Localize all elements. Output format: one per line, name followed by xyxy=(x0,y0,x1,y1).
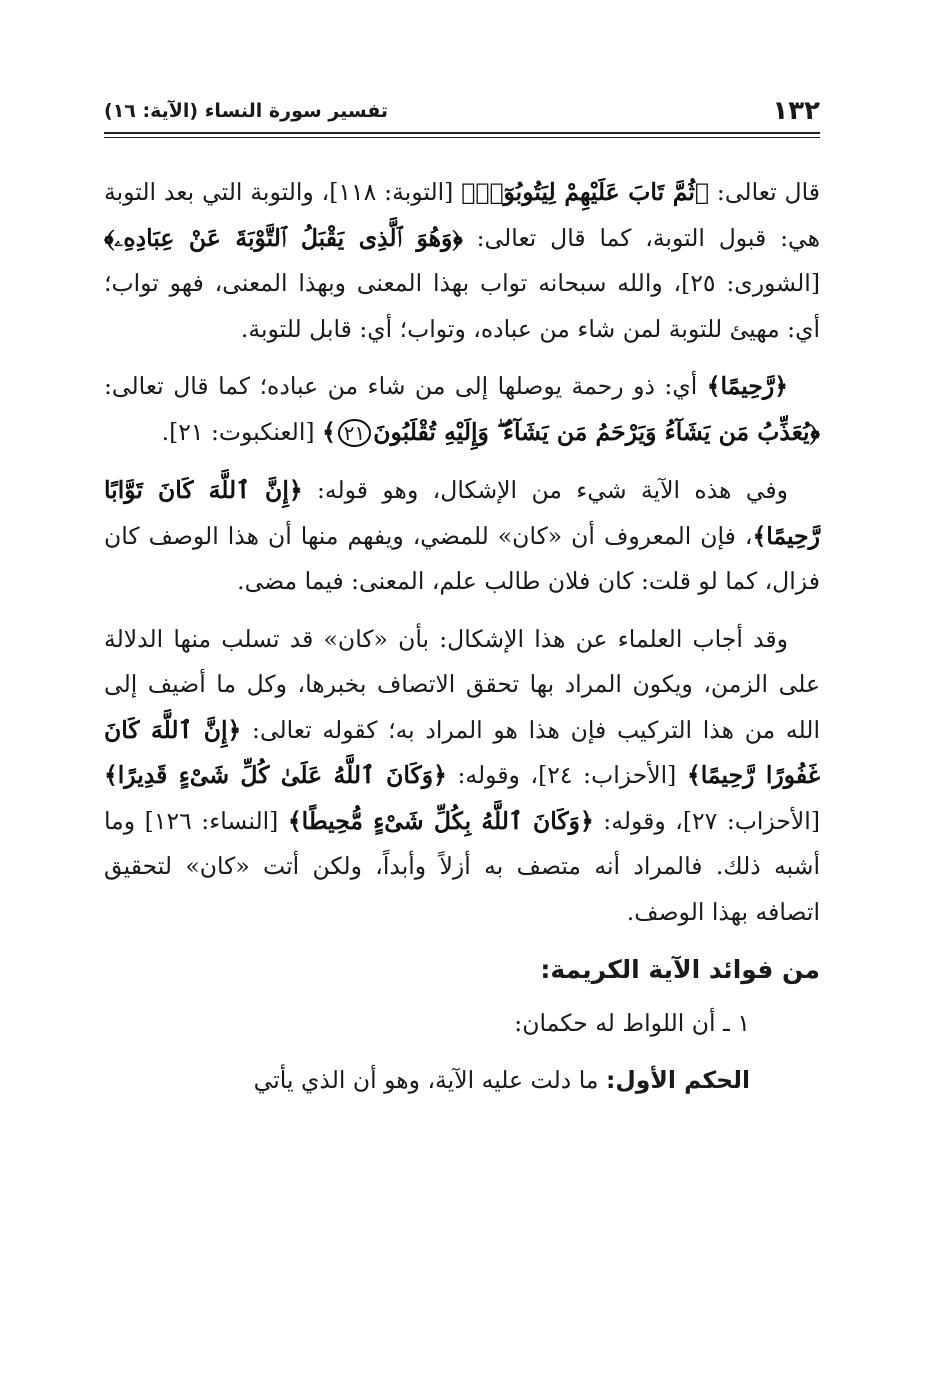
running-title: تفسير سورة النساء (الآية: ١٦) xyxy=(104,100,389,122)
quran-quote: ﴿وَكَانَ ٱللَّهُ بِكُلِّ شَىْءٍ مُّحِيطًا﴾ xyxy=(287,806,594,835)
page-header xyxy=(104,94,820,130)
list-item: ١ ـ أن اللواط له حكمان: xyxy=(514,1008,750,1037)
book-page xyxy=(104,94,820,1334)
section-heading: من فوائد الآية الكريمة: xyxy=(540,955,820,984)
ruling-label: الحكم الأول: xyxy=(605,1066,750,1094)
text-run: [الأحزاب: ٢٧]، وقوله: xyxy=(593,806,821,835)
quran-quote: ﴿إِنَّ ٱللَّهَ كَانَ غَفُورًا رَّحِيمًا﴾ xyxy=(104,715,821,789)
text-run: [الشورى: ٢٥]، والله سبحانه تواب بهذا المعنى وبهذا المعنى، فهو تواب؛ أي: مهيئ للتوبة لمن شاء من عباده، وتواب؛ أي: قابل للتوبة. xyxy=(104,269,821,343)
text-run: وفي هذه الآية شيء من الإشكال، وهو قوله: xyxy=(302,476,788,504)
quran-quote: ﴾ xyxy=(322,417,336,446)
paragraph xyxy=(104,170,820,352)
text-run: قال تعالى: xyxy=(709,178,820,206)
page-body xyxy=(104,170,820,1116)
paragraphs xyxy=(104,170,820,935)
header-rule-thin xyxy=(104,137,820,138)
text-run: وقد أجاب العلماء عن هذا الإشكال: بأن «كان» قد تسلب منها الدلالة على الزمن، ويكون المراد بها تحقق الاتصاف بخبرها، وكل ما أضيف إلى الله من هذا التركيب فإن هذا هو المراد به؛ كقوله تعالى: xyxy=(104,624,820,744)
quran-quote: ﴿إِنَّ ٱللَّهَ كَانَ تَوَّابًا رَّحِيمًا﴾ xyxy=(104,476,820,550)
ayah-number-mark: ٢١ xyxy=(338,419,371,447)
text-run: أي: ذو رحمة يوصلها إلى من شاء من عباده؛ كما قال تعالى: xyxy=(104,372,707,400)
text-run: [الأحزاب: ٢٤]، وقوله: xyxy=(446,761,687,789)
paragraph xyxy=(104,617,820,936)
quran-quote: ﴿وَكَانَ ٱللَّهُ عَلَىٰ كُلِّ شَىْءٍ قَدِيرًا﴾ xyxy=(104,761,447,789)
paragraph xyxy=(104,468,820,605)
quran-quote: ﴿رَّحِيمًا﴾ xyxy=(706,372,788,400)
quran-quote: ﴿يُعَذِّبُ مَن يَشَآءُ وَيَرْحَمُ مَن يَشَآءُ ۖ وَإِلَيْهِ تُقْلَبُونَ xyxy=(373,417,820,446)
text-run: [العنكبوت: ٢١]. xyxy=(161,417,322,446)
ruling-paragraph xyxy=(104,1058,820,1104)
text-run: ، فإن المعروف أن «كان» للمضي، ويفهم منها أن هذا الوصف كان فزال، كما لو قلت: كان فلان طالب علم، المعنى: فيما مضى. xyxy=(104,521,820,595)
ruling-text: ما دلت عليه الآية، وهو أن الذي يأتي xyxy=(253,1066,606,1094)
text-run: [التوبة: ١١٨]، والتوبة التي بعد التوبة هي: قبول التوبة، كما قال تعالى: xyxy=(104,178,820,252)
quran-quote: ﴿وَهُوَ ٱلَّذِى يَقْبَلُ ٱلتَّوْبَةَ عَنْ عِبَادِهِۦ﴾ xyxy=(104,223,463,252)
paragraph xyxy=(104,364,820,456)
header-rule-thick xyxy=(104,132,820,134)
page-number: ١٣٢ xyxy=(772,96,820,126)
quran-quote: ﴿ثُمَّ تَابَ عَلَيْهِمْ لِيَتُوبُوٓا۟﴾ xyxy=(461,178,710,206)
text-run: [النساء: ١٢٦] وما أشبه ذلك. فالمراد أنه متصف به أزلاً وأبداً، ولكن أتت «كان» لتحقيق اتصافه بهذا الوصف. xyxy=(104,806,820,926)
